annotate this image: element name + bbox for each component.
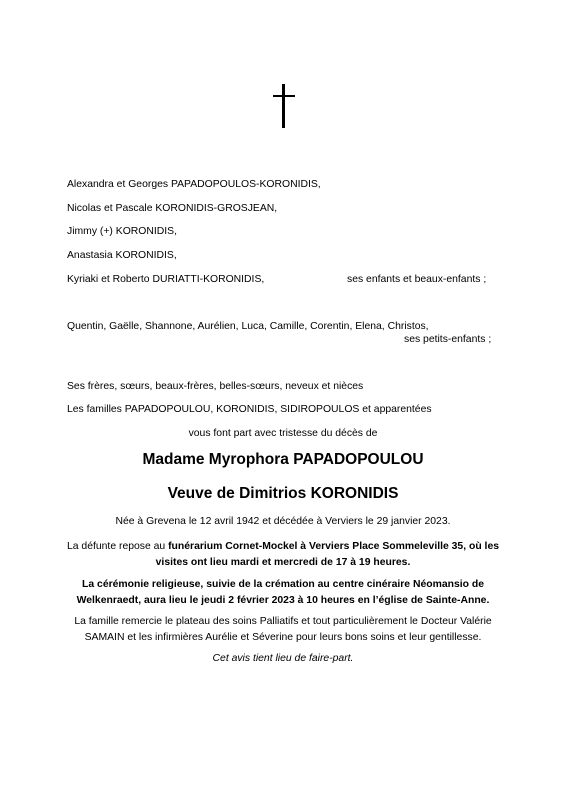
children-role: ses enfants et beaux-enfants ; [347,274,487,285]
closing-line: Cet avis tient lieu de faire-part. [212,653,354,664]
ceremony-paragraph [40,577,526,609]
funeral-home-paragraph [40,539,526,571]
child-line-5: Kyriaki et Roberto DURIATTI-KORONIDIS, [67,274,265,285]
child-line-2: Nicolas et Pascale KORONIDIS-GROSJEAN, [67,203,278,214]
funeral-home-location: funérarium Cornet-Mockel à Verviers Place Sommeleville 35, où les [168,541,500,552]
thanks-paragraph [40,614,526,646]
widow-of: Veuve de Dimitrios KORONIDIS [167,485,399,502]
child-line-4: Anastasia KORONIDIS, [67,250,177,261]
funeral-home-visits: visites ont lieu mardi et mercredi de 17 à 19 heures. [155,557,411,568]
grandchildren-role: ses petits-enfants ; [404,334,492,345]
birth-death-line: Née à Grevena le 12 avril 1942 et décédée à Verviers le 29 janvier 2023. [115,516,451,527]
siblings-line: Ses frères, sœurs, beaux-frères, belles-sœurs, neveux et nièces [67,381,364,392]
cross-icon [271,84,297,128]
ceremony-line-1: La cérémonie religieuse, suivie de la crémation au centre cinéraire Néomansio de [82,579,484,590]
thanks-line-2: SAMAIN et les infirmières Aurélie et Séverine pour leurs bons soins et leur gentillesse. [84,632,482,643]
child-line-3: Jimmy (+) KORONIDIS, [67,226,177,237]
announcement-line: vous font part avec tristesse du décès de [188,428,378,439]
child-line-1: Alexandra et Georges PAPADOPOULOS-KORONIDIS, [67,179,321,190]
funeral-home-prefix: La défunte repose au [66,541,169,552]
deceased-name: Madame Myrophora PAPADOPOULOU [142,451,424,468]
grandchildren-line: Quentin, Gaëlle, Shannone, Aurélien, Luca, Camille, Corentin, Elena, Christos, [67,321,429,332]
ceremony-line-2: Welkenraedt, aura lieu le jeudi 2 février 2023 à 10 heures en l’église de Sainte-Anne. [76,595,490,606]
families-line: Les familles PAPADOPOULOU, KORONIDIS, SIDIROPOULOS et apparentées [67,404,432,415]
thanks-line-1: La famille remercie le plateau des soins Palliatifs et tout particulièrement le Docteur Valérie [74,616,492,627]
